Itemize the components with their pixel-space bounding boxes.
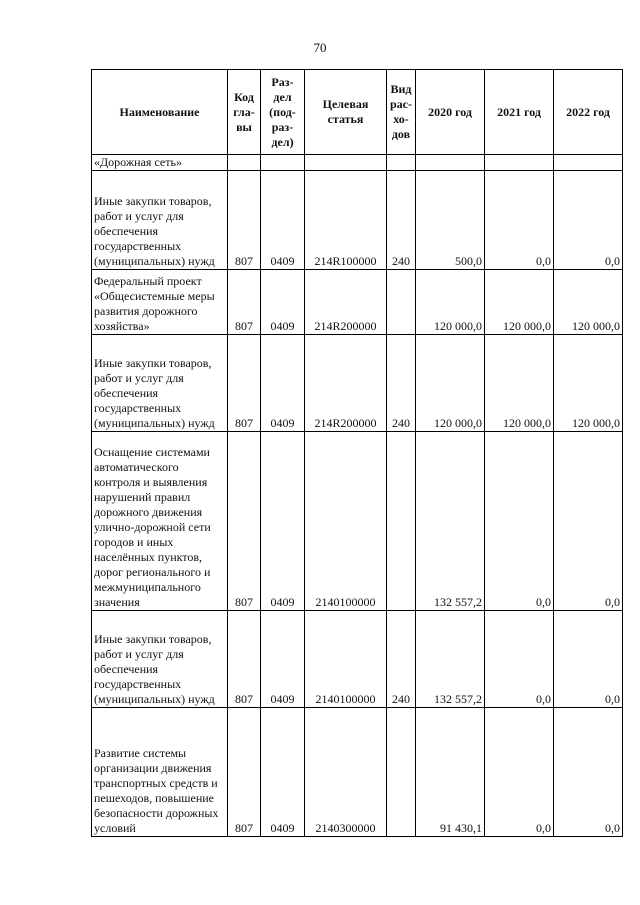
table-row	[92, 335, 623, 432]
row-value-2020: 132 557,2	[416, 432, 485, 611]
row-chapter-code: 807	[228, 270, 261, 335]
row-name: Федеральный проект «Общесистемные меры развития дорожного хозяйства»	[92, 270, 228, 335]
row-expense-type	[387, 270, 416, 335]
row-target-article: 214R200000	[305, 270, 387, 335]
row-value-2022: 0,0	[554, 611, 623, 708]
row-value-2021: 120 000,0	[485, 270, 554, 335]
table-header-row	[92, 70, 623, 155]
row-section: 0409	[261, 171, 305, 270]
row-value-2022: 120 000,0	[554, 270, 623, 335]
row-chapter-code	[228, 155, 261, 171]
table-row	[92, 270, 623, 335]
row-target-article: 2140100000	[305, 611, 387, 708]
row-value-2020: 132 557,2	[416, 611, 485, 708]
row-value-2021: 120 000,0	[485, 335, 554, 432]
col-header-2020: 2020 год	[416, 70, 485, 155]
col-header-name: Наименование	[92, 70, 228, 155]
row-chapter-code: 807	[228, 611, 261, 708]
row-name: Развитие системы организации движения транспортных средств и пешеходов, повышение безопасности дорожных условий	[92, 708, 228, 837]
row-section: 0409	[261, 270, 305, 335]
row-value-2020: 500,0	[416, 171, 485, 270]
row-name: «Дорожная сеть»	[92, 155, 228, 171]
row-name: Оснащение системами автоматического контроля и выявления нарушений правил дорожного движения улично-дорожной сети городов и иных населённых пунктов, дорог регионального и межмуниципального значения	[92, 432, 228, 611]
row-expense-type: 240	[387, 335, 416, 432]
row-value-2021: 0,0	[485, 611, 554, 708]
row-value-2020: 91 430,1	[416, 708, 485, 837]
row-name: Иные закупки товаров, работ и услуг для обеспечения государственных (муниципальных) нужд	[92, 611, 228, 708]
row-section: 0409	[261, 708, 305, 837]
row-value-2021: 0,0	[485, 171, 554, 270]
row-value-2021	[485, 155, 554, 171]
table-row	[92, 432, 623, 611]
row-name: Иные закупки товаров, работ и услуг для обеспечения государственных (муниципальных) нужд	[92, 335, 228, 432]
row-value-2022: 120 000,0	[554, 335, 623, 432]
table-row	[92, 708, 623, 837]
row-chapter-code: 807	[228, 335, 261, 432]
col-header-expense-type: Вид рас- хо- дов	[387, 70, 416, 155]
col-header-section: Раз- дел (под- раз- дел)	[261, 70, 305, 155]
col-header-target-article: Целевая статья	[305, 70, 387, 155]
row-target-article	[305, 155, 387, 171]
row-target-article: 2140100000	[305, 432, 387, 611]
row-value-2021: 0,0	[485, 708, 554, 837]
row-value-2020	[416, 155, 485, 171]
row-name: Иные закупки товаров, работ и услуг для обеспечения государственных (муниципальных) нужд	[92, 171, 228, 270]
row-expense-type	[387, 708, 416, 837]
row-value-2021: 0,0	[485, 432, 554, 611]
row-section: 0409	[261, 432, 305, 611]
col-header-chapter-code: Код гла- вы	[228, 70, 261, 155]
row-target-article: 2140300000	[305, 708, 387, 837]
row-expense-type: 240	[387, 611, 416, 708]
row-value-2022: 0,0	[554, 432, 623, 611]
row-value-2020: 120 000,0	[416, 270, 485, 335]
row-value-2022: 0,0	[554, 171, 623, 270]
row-chapter-code: 807	[228, 171, 261, 270]
table-row	[92, 611, 623, 708]
row-expense-type: 240	[387, 171, 416, 270]
row-value-2022: 0,0	[554, 708, 623, 837]
row-value-2022	[554, 155, 623, 171]
row-expense-type	[387, 432, 416, 611]
budget-table	[91, 69, 623, 837]
page-number: 70	[313, 40, 327, 55]
table-row	[92, 155, 623, 171]
row-section	[261, 155, 305, 171]
row-expense-type	[387, 155, 416, 171]
col-header-2022: 2022 год	[554, 70, 623, 155]
row-section: 0409	[261, 611, 305, 708]
row-chapter-code: 807	[228, 708, 261, 837]
table-row	[92, 171, 623, 270]
row-target-article: 214R100000	[305, 171, 387, 270]
row-target-article: 214R200000	[305, 335, 387, 432]
row-section: 0409	[261, 335, 305, 432]
row-chapter-code: 807	[228, 432, 261, 611]
row-value-2020: 120 000,0	[416, 335, 485, 432]
col-header-2021: 2021 год	[485, 70, 554, 155]
